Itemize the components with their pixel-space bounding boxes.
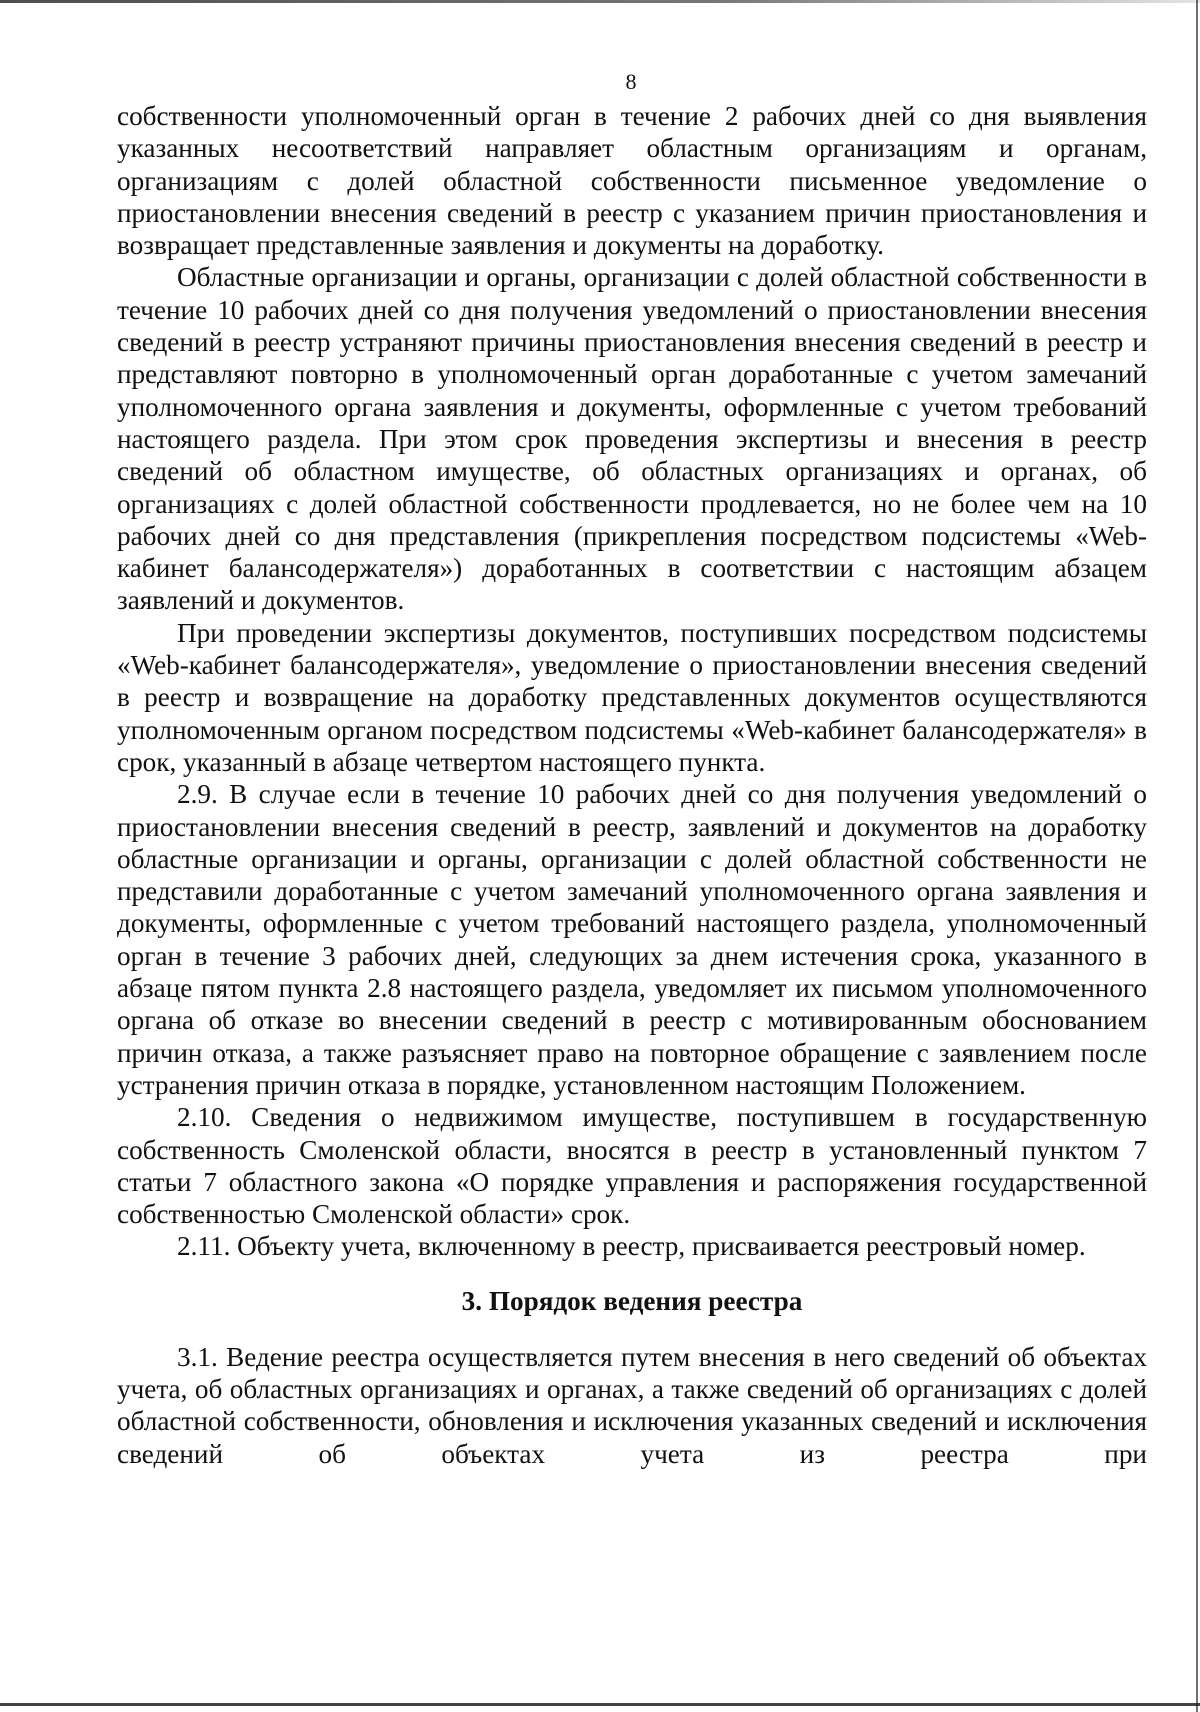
scan-edge-right (1196, 0, 1198, 1712)
scan-edge-top (0, 0, 1200, 3)
section-heading: 3. Порядок ведения реестра (461, 1285, 803, 1316)
paragraph-clause-2-9: 2.9. В случае если в течение 10 рабочих дней со дня получения уведомлений о приостановлении внесения сведений в реестр, заявлений и документов на доработку областные организации и органы, организации с долей областной собственности не представили доработанные с учетом замечаний уполномоченного органа заявления и документы, оформленные с учетом требований настоящего раздела, уполномоченный орган в течение 3 рабочих дней, следующих за днем истечения срока, указанного в абзаце пятом пункта 2.8 настоящего раздела, уведомляет их письмом уполномоченного органа об отказе во внесении сведений в реестр с мотивированным обоснованием причин отказа, а также разъясняет право на повторное обращение с заявлением после устранения причин отказа в порядке, установленном настоящим Положением. (117, 779, 1147, 1100)
scan-edge-bottom (0, 1703, 1200, 1706)
paragraph: При проведении экспертизы документов, поступивших посредством подсистемы «Web-кабинет балансодержателя», уведомление о приостановлении внесения сведений в реестр и возвращение на доработку представленных документов осуществляются уполномоченным органом посредством подсистемы «Web-кабинет балансодержателя» в срок, указанный в абзаце четвертом настоящего пункта. (117, 617, 1147, 777)
paragraph-clause-2-10: 2.10. Сведения о недвижимом имуществе, поступившем в государственную собственность Смоленской области, вносятся в реестр в установленный пунктом 7 статьи 7 областного закона «О порядке управления и распоряжения государственной собственностью Смоленской области» срок. (117, 1102, 1147, 1230)
paragraph: Областные организации и органы, организации с долей областной собственности в течение 10 рабочих дней со дня получения уведомлений о приостановлении внесения сведений в реестр устраняют причины приостановления внесения сведений в реестр и представляют повторно в уполномоченный орган доработанные с учетом замечаний уполномоченного органа заявления и документы, оформленные с учетом требований настоящего раздела. При этом срок проведения экспертизы и внесения в реестр сведений об областном имуществе, об областных организациях и органах, об организациях с долей областной собственности продлевается, но не более чем на 10 рабочих дней со дня представления (прикрепления посредством подсистемы «Web-кабинет балансодержателя») доработанных в соответствии с настоящим абзацем заявлений и документов. (117, 262, 1147, 616)
paragraph-clause-3-1: 3.1. Ведение реестра осуществляется путем внесения в него сведений об объектах учета, об областных организациях и органах, а также сведений об организациях с долей областной собственности, обновления и исключения указанных сведений и исключения сведений об объектах учета из реестра при (117, 1341, 1147, 1469)
page-number: 8 (625, 69, 637, 94)
paragraph-continuation: собственности уполномоченный орган в течение 2 рабочих дней со дня выявления указанных несоответствий направляет областным организациям и органам, организациям с долей областной собственности письменное уведомление о приостановлении внесения сведений в реестр с указанием причин приостановления и возвращает представленные заявления и документы на доработку. (117, 101, 1147, 261)
paragraph-clause-2-11: 2.11. Объекту учета, включенному в реестр, присваивается реестровый номер. (177, 1231, 1086, 1262)
document-body (117, 100, 1147, 1470)
